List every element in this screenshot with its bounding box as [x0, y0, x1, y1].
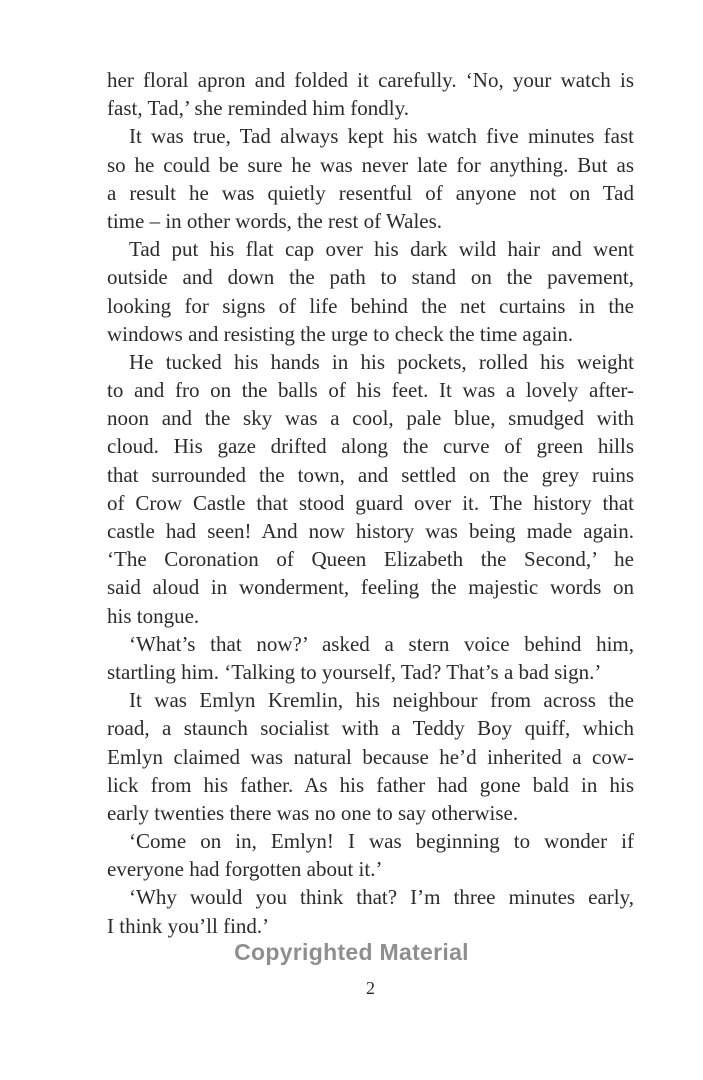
paragraph — [107, 883, 634, 939]
text-line: ‘What’s that now?’ asked a stern voice behind him, — [129, 631, 634, 656]
text-line: time – in other words, the rest of Wales. — [107, 208, 443, 233]
text-line: looking for signs of life behind the net curtains in the — [107, 293, 634, 318]
page-number: 2 — [366, 978, 375, 998]
text-line: outside and down the path to stand on the pavement, — [107, 265, 634, 290]
text-line: ‘Come on in, Emlyn! I was beginning to wonder if — [129, 829, 634, 854]
text-line: ‘The Coronation of Queen Elizabeth the Second,’ he — [107, 547, 634, 572]
paragraph — [107, 66, 634, 122]
text-line: of Crow Castle that stood guard over it. The history that — [107, 490, 634, 515]
text-line: Emlyn claimed was natural because he’d inherited a cow- — [107, 744, 634, 769]
text-line: everyone had forgotten about it.’ — [107, 857, 383, 882]
text-line: his tongue. — [107, 603, 200, 628]
text-line: He tucked his hands in his pockets, rolled his weight — [129, 349, 634, 374]
text-line: It was true, Tad always kept his watch five minutes fast — [129, 124, 634, 149]
paragraph — [107, 686, 634, 827]
text-line: Tad put his flat cap over his dark wild hair and went — [129, 237, 634, 262]
paragraph — [107, 235, 634, 348]
text-line: that surrounded the town, and settled on the grey ruins — [107, 462, 634, 487]
text-line: lick from his father. As his father had gone bald in his — [107, 772, 634, 797]
copyright-watermark: Copyrighted Material — [234, 939, 469, 965]
text-line: windows and resisting the urge to check the time again. — [107, 321, 574, 346]
text-line: cloud. His gaze drifted along the curve of green hills — [107, 434, 634, 459]
paragraph — [107, 348, 634, 630]
paragraph — [107, 122, 634, 235]
body-text — [107, 66, 634, 940]
paragraph — [107, 630, 634, 686]
text-line: her floral apron and folded it carefully. ‘No, your watch is — [107, 68, 634, 92]
text-line: road, a staunch socialist with a Teddy Boy quiff, which — [107, 716, 634, 741]
text-line: noon and the sky was a cool, pale blue, smudged with — [107, 406, 634, 431]
text-line: startling him. ‘Talking to yourself, Tad? That’s a bad sign.’ — [107, 659, 602, 684]
paragraph — [107, 827, 634, 883]
text-line: It was Emlyn Kremlin, his neighbour from across the — [129, 688, 634, 713]
text-line: fast, Tad,’ she reminded him fondly. — [107, 96, 409, 121]
text-line: to and fro on the balls of his feet. It was a lovely after- — [107, 378, 634, 403]
text-line: early twenties there was no one to say otherwise. — [107, 800, 519, 825]
text-line: castle had seen! And now history was being made again. — [107, 519, 634, 543]
text-line: so he could be sure he was never late for anything. But as — [107, 152, 634, 177]
text-line: a result he was quietly resentful of anyone not on Tad — [107, 180, 634, 205]
text-line: said aloud in wonderment, feeling the majestic words on — [107, 575, 634, 600]
text-line: ‘Why would you think that? I’m three minutes early, — [129, 885, 634, 910]
text-line: I think you’ll find.’ — [107, 913, 270, 938]
